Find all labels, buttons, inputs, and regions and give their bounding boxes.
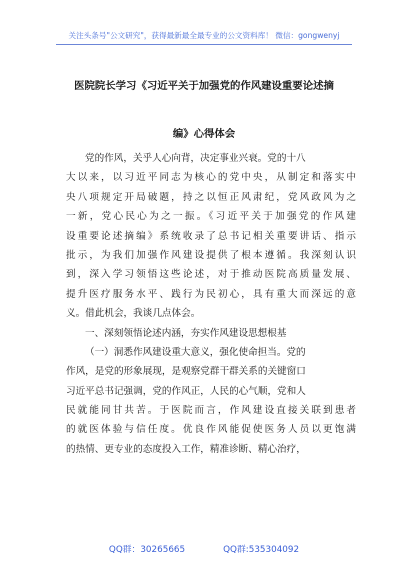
body-line: 到，深入学习领悟这些论述，对于推动医院高质量发展、 xyxy=(66,269,356,281)
footer-qq-group-1: QQ群：30265665 xyxy=(108,545,186,555)
body-line: 设重要论述摘编》系统收录了总书记相关重要讲话、指示 xyxy=(66,230,356,242)
body-line: 提升医疗服务水平、践行为民初心，具有重大而深远的意 xyxy=(66,288,356,300)
document-title-line-1: 医院院长学习《习近平关于加强党的作风建设重要论述摘 xyxy=(74,80,334,92)
page-header-banner: 关注头条号"公文研究"，获得最新最全最专业的公文资料库！ 微信：gongwenyj xyxy=(68,31,340,40)
footer-qq-group-2: QQ群:535304092 xyxy=(223,545,300,555)
page-footer xyxy=(0,542,408,555)
body-line: 作风，是党的形象展现，是观察党群干群关系的关键窗口 xyxy=(66,366,306,378)
body-line: 民就能同甘共苦。于医院而言，作风建设直接关联到患者 xyxy=(66,405,356,417)
document-title-line-2: 编》心得体会 xyxy=(172,128,236,140)
body-line: 一新，党心民心为之一振。《习近平关于加强党的作风建 xyxy=(66,211,356,223)
body-line: 大以来，以习近平同志为核心的党中央，从制定和落实中 xyxy=(66,172,356,184)
section-heading: 一、深刻领悟论述内涵，夯实作风建设思想根基 xyxy=(85,327,287,339)
body-line: 习近平总书记强调，党的作风正，人民的心气顺，党和人 xyxy=(66,385,306,397)
body-line: 批示，为我们加强作风建设提供了根本遵循。我深刻认识 xyxy=(66,249,356,261)
document-body xyxy=(66,149,356,459)
subsection-heading: （一）洞悉作风建设重大意义，强化使命担当。党的 xyxy=(85,346,306,358)
body-line: 党的作风，关乎人心向背，决定事业兴衰。党的十八 xyxy=(85,153,306,164)
body-line: 义。借此机会，我谈几点体会。 xyxy=(66,308,201,320)
body-line: 央八项规定开局破题，持之以恒正风肃纪，党风政风为之 xyxy=(66,191,356,203)
body-line: 的就医体验与信任度。优良作风能促使医务人员以更饱满 xyxy=(66,424,356,436)
body-line: 的热情、更专业的态度投入工作，精准诊断、精心治疗， xyxy=(66,443,306,455)
header-divider xyxy=(56,44,352,45)
